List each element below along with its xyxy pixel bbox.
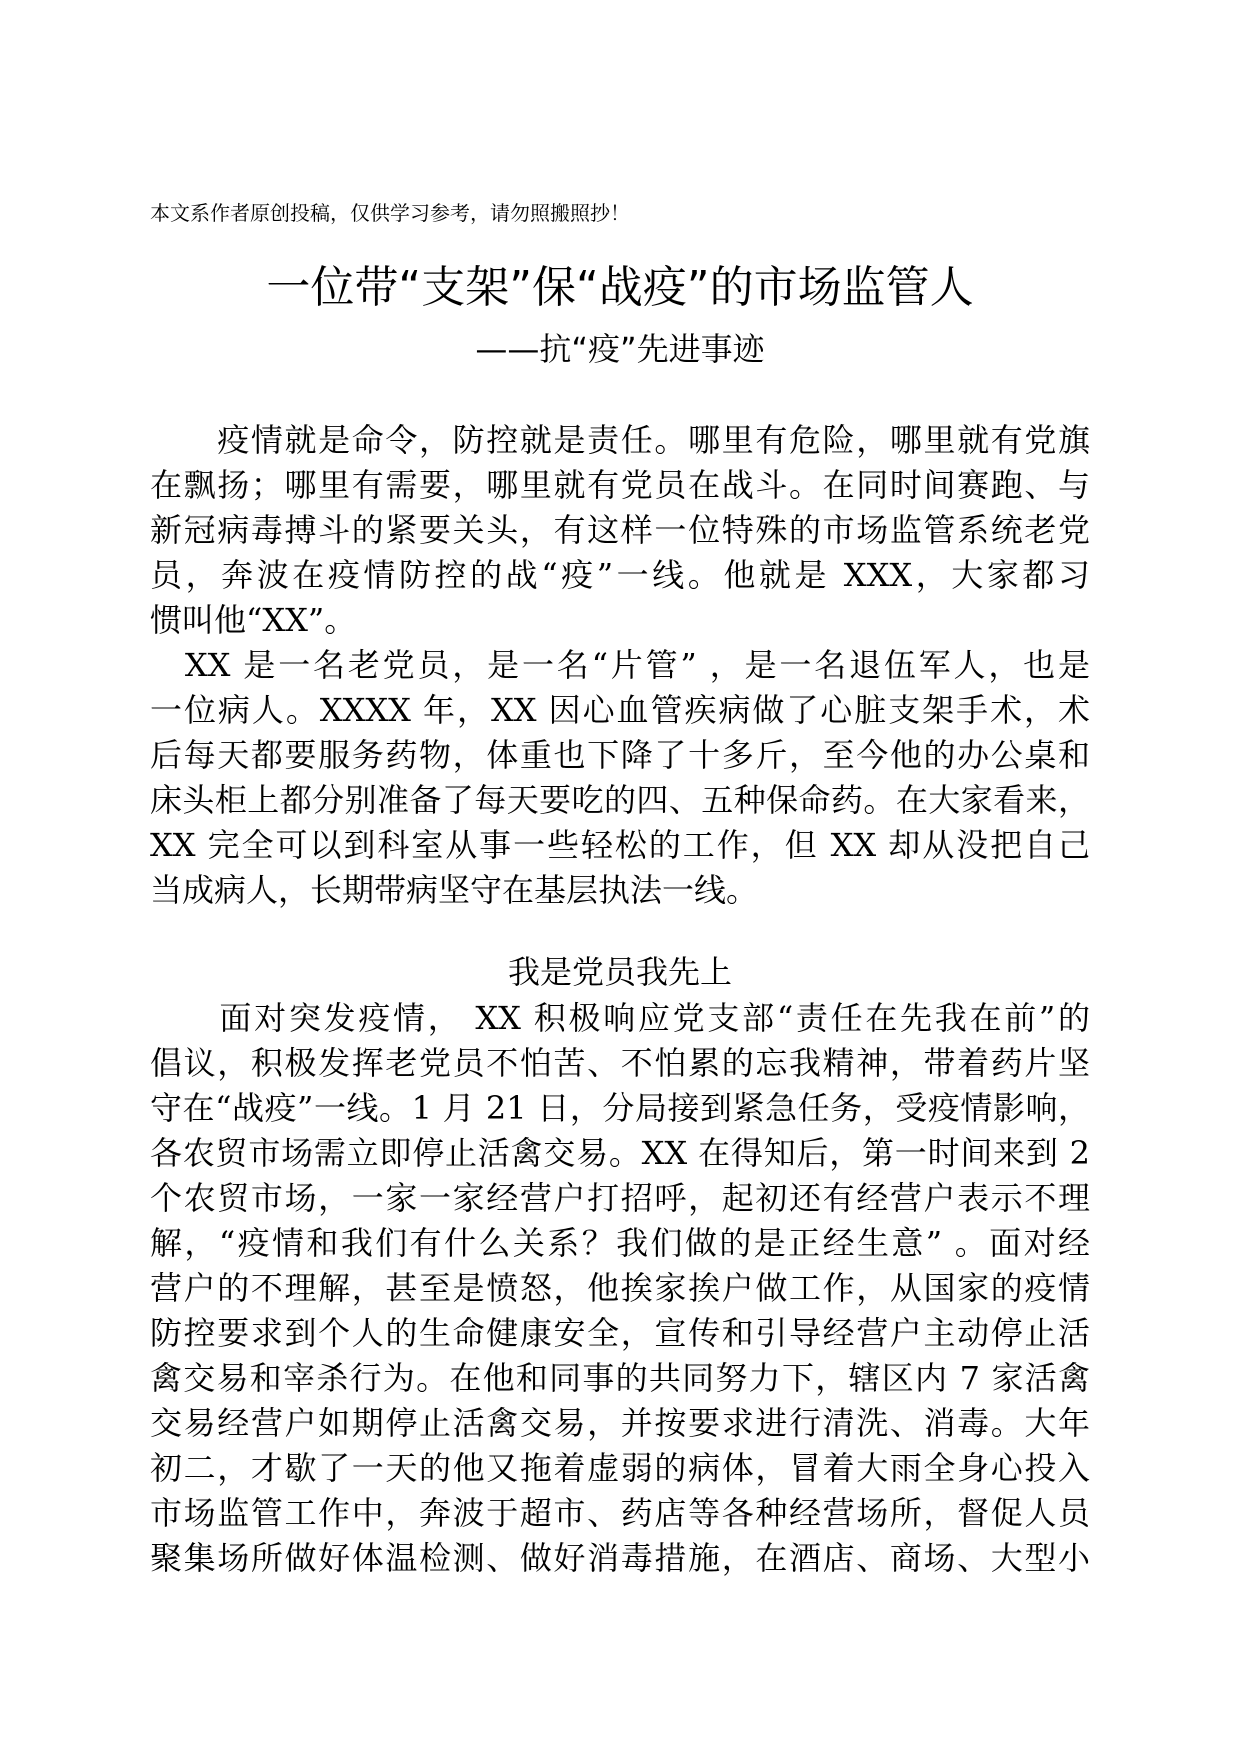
paragraph-line: 当成病人，长期带病坚守在基层执法一线。	[150, 871, 759, 909]
paragraph-line: 一位病人。XXXX 年，XX 因心血管疾病做了心脏支架手术，术	[150, 691, 1090, 729]
paragraph-line: 交易经营户如期停止活禽交易，并按要求进行清洗、消毒。大年	[150, 1404, 1090, 1442]
paragraph-line: 后每天都要服务药物，体重也下降了十多斤，至今他的办公桌和	[150, 736, 1090, 774]
paragraph-line: 守在“战疫”一线。1 月 21 日，分局接到紧急任务，受疫情影响，	[150, 1089, 1090, 1127]
paragraph-line: 禽交易和宰杀行为。在他和同事的共同努力下，辖区内 7 家活禽	[150, 1359, 1090, 1397]
section-heading: 我是党员我先上	[507, 953, 732, 991]
paragraph-line: 聚集场所做好体温检测、做好消毒措施，在酒店、商场、大型小	[150, 1539, 1090, 1577]
paragraph-line: 疫情就是命令，防控就是责任。哪里有危险，哪里就有党旗	[150, 421, 1090, 459]
paragraph-line: 各农贸市场需立即停止活禽交易。XX 在得知后，第一时间来到 2	[150, 1134, 1090, 1172]
paragraph-line: XX 是一名老党员，是一名“片管” ，是一名退伍军人，也是	[150, 646, 1090, 684]
paragraph-line: 防控要求到个人的生命健康安全，宣传和引导经营户主动停止活	[150, 1314, 1090, 1352]
paragraph-line: 解，“疫情和我们有什么关系？我们做的是正经生意” 。面对经	[150, 1224, 1090, 1262]
paragraph-line: 员，奔波在疫情防控的战“疫”一线。他就是 XXX，大家都习	[150, 556, 1090, 594]
paragraph-line: 营户的不理解，甚至是愤怒，他挨家挨户做工作，从国家的疫情	[150, 1269, 1090, 1307]
copyright-notice: 本文系作者原创投稿，仅供学习参考，请勿照搬照抄！	[150, 201, 630, 225]
paragraph-line: 床头柜上都分别准备了每天要吃的四、五种保命药。在大家看来，	[150, 781, 1090, 819]
page-subtitle: ——抗“疫”先进事迹	[475, 330, 765, 368]
paragraph-line: XX 完全可以到科室从事一些轻松的工作，但 XX 却从没把自己	[150, 826, 1090, 864]
paragraph-line: 在飘扬；哪里有需要，哪里就有党员在战斗。在同时间赛跑、与	[150, 466, 1090, 504]
paragraph-line: 倡议，积极发挥老党员不怕苦、不怕累的忘我精神，带着药片坚	[150, 1044, 1090, 1082]
page-title: 一位带“支架”保“战疫”的市场监管人	[266, 262, 974, 313]
paragraph-line: 新冠病毒搏斗的紧要关头，有这样一位特殊的市场监管系统老党	[150, 511, 1090, 549]
paragraph-line: 个农贸市场，一家一家经营户打招呼，起初还有经营户表示不理	[150, 1179, 1090, 1217]
paragraph-line: 初二，才歇了一天的他又拖着虚弱的病体，冒着大雨全身心投入	[150, 1449, 1090, 1487]
paragraph-line: 面对突发疫情， XX 积极响应党支部“责任在先我在前”的	[150, 999, 1090, 1037]
paragraph-3	[150, 996, 1090, 1581]
paragraph-line: 惯叫他“XX”。	[150, 601, 357, 639]
paragraph-2	[150, 643, 1090, 913]
paragraph-1	[150, 418, 1090, 643]
paragraph-line: 市场监管工作中，奔波于超市、药店等各种经营场所，督促人员	[150, 1494, 1090, 1532]
